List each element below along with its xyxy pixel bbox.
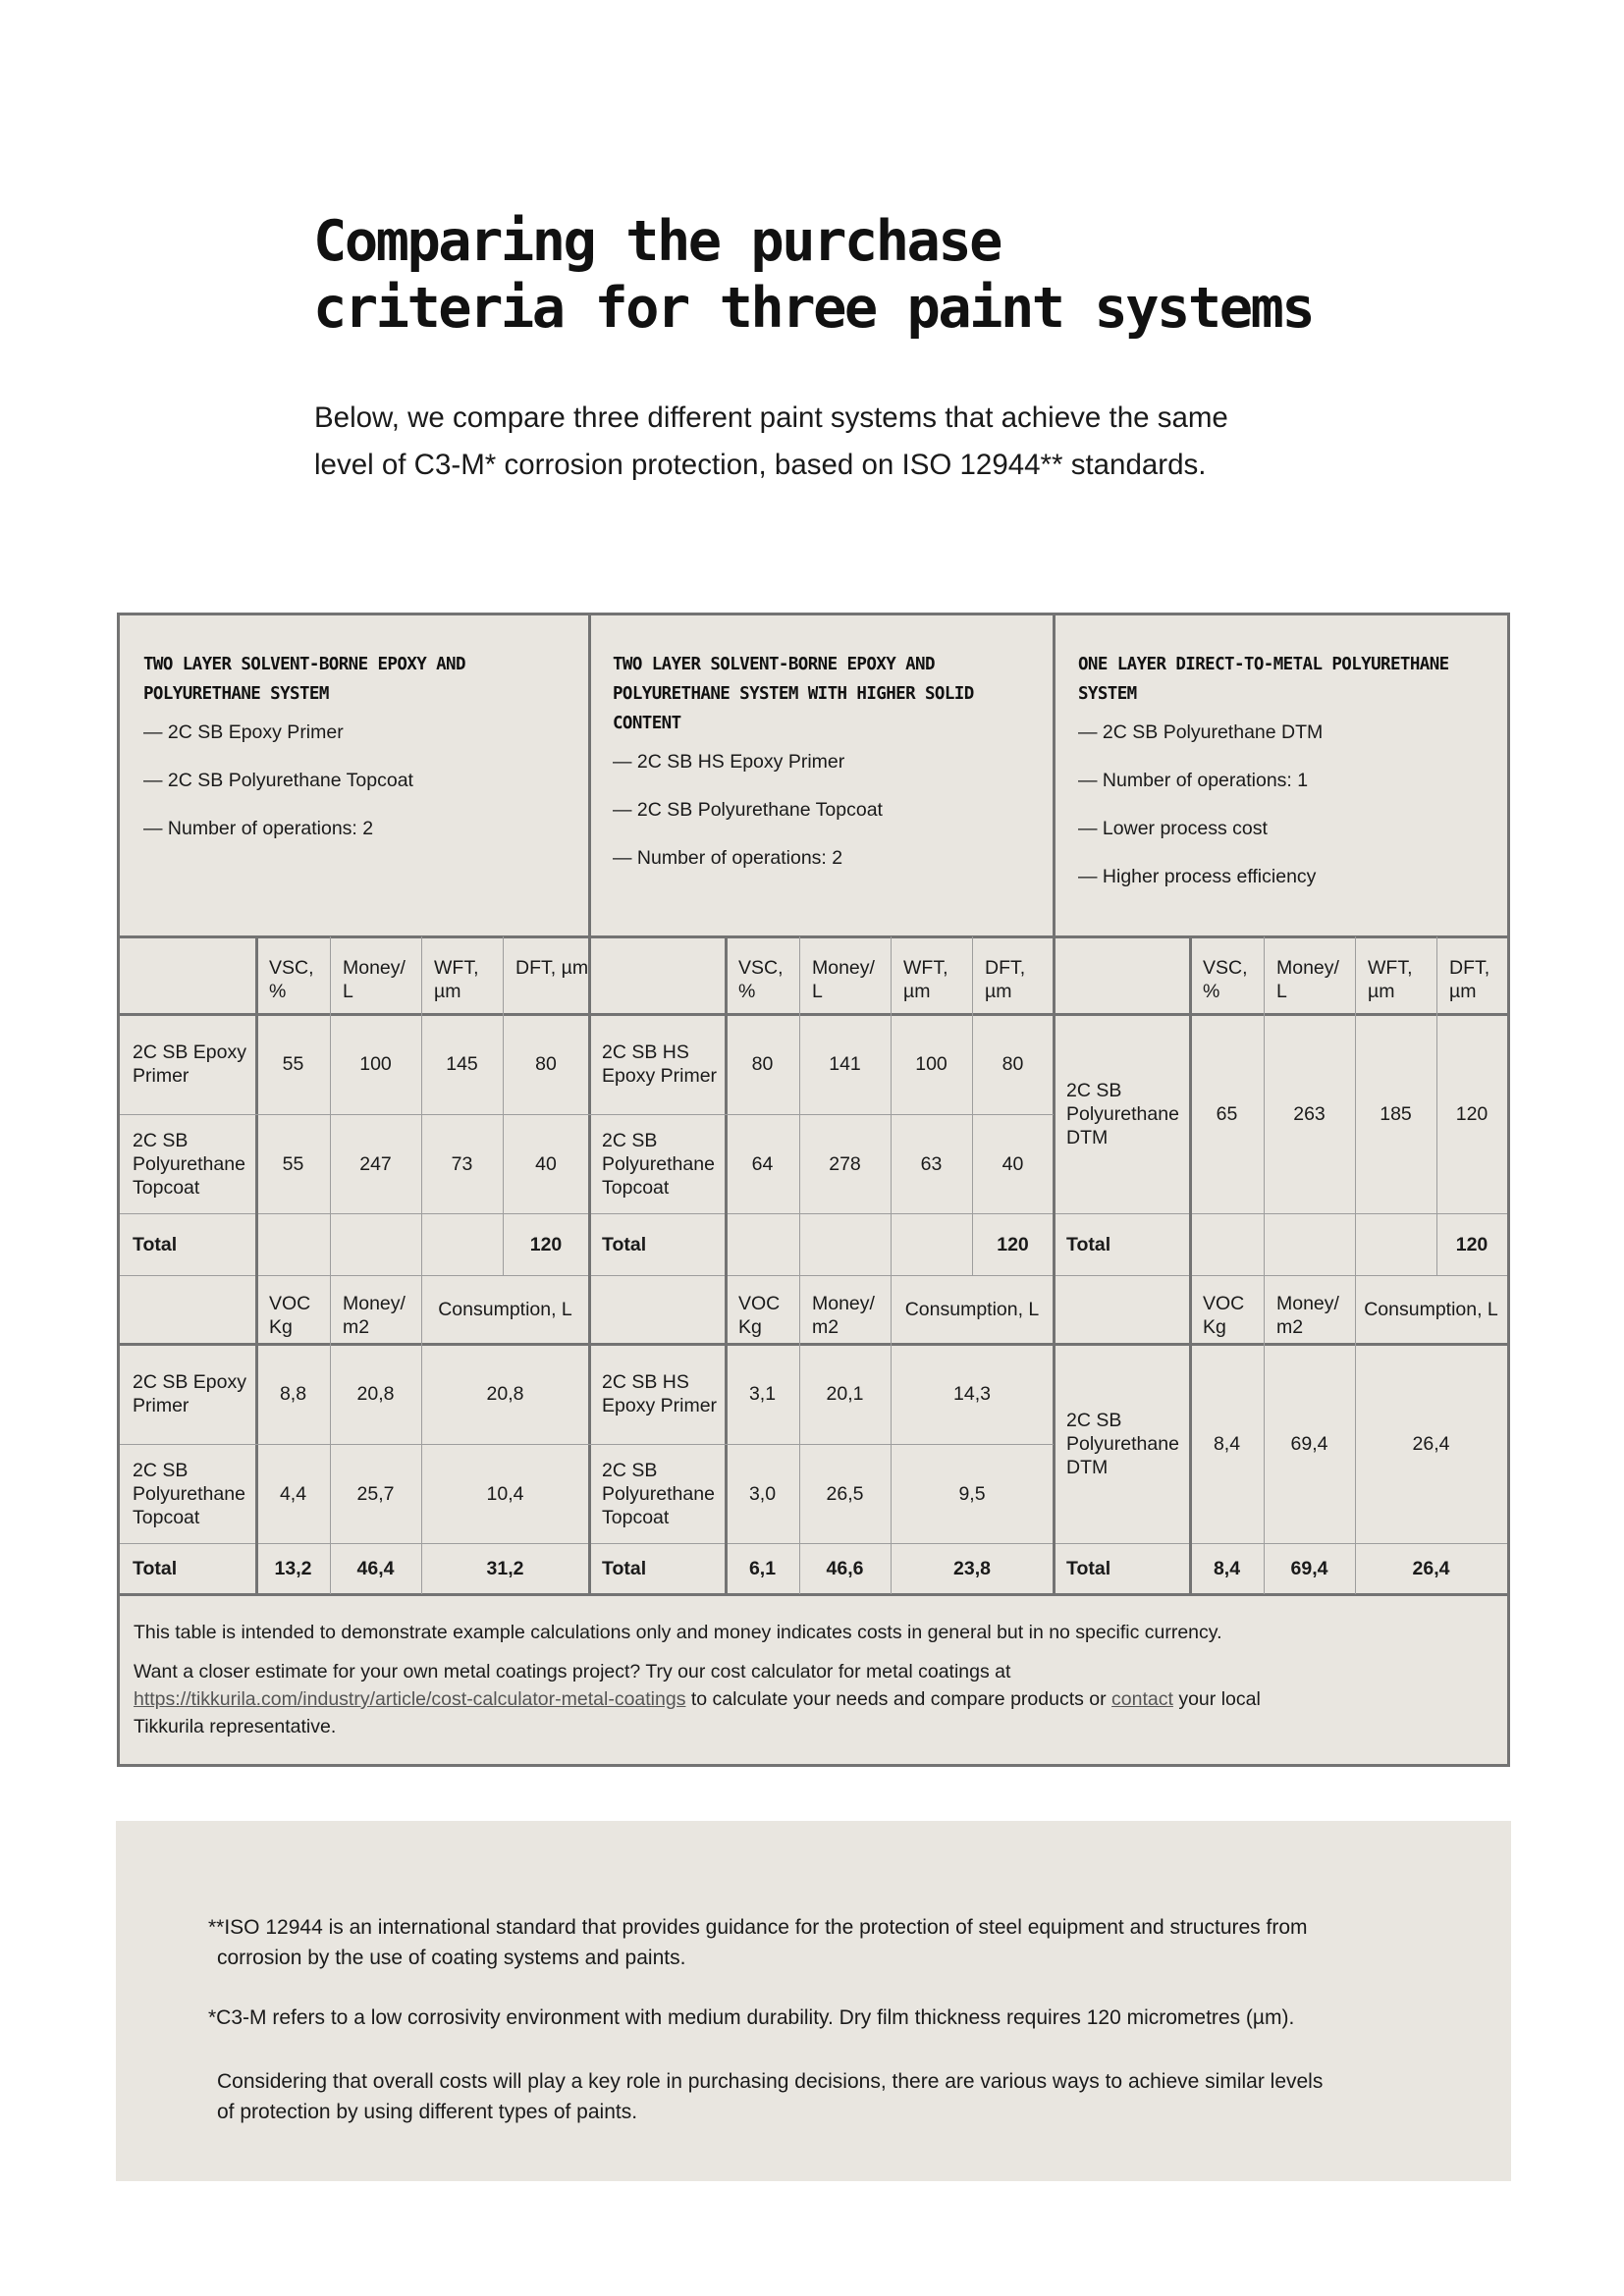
spec-value-money: 141 bbox=[829, 1053, 861, 1075]
table-note-calculator bbox=[134, 1658, 1493, 1740]
consumption-column-header: VOC Kg bbox=[1203, 1293, 1245, 1338]
system-1-bullets bbox=[143, 721, 575, 840]
system-2-bullet: — 2C SB HS Epoxy Primer bbox=[613, 751, 845, 773]
intro-line-2: level of C3-M* corrosion protection, based on ISO 12944** standards. bbox=[314, 449, 1207, 481]
spec-column-header: WFT, µm bbox=[903, 957, 948, 1002]
page-title-line-2: criteria for three paint systems bbox=[313, 276, 1314, 341]
c3m-footnote: *C3-M refers to a low corrosivity environment with medium durability. Dry film thickness requires 120 micrometres (µm). bbox=[208, 2006, 1295, 2029]
table-note-calculator-last-line: Tikkurila representative. bbox=[134, 1716, 337, 1737]
system-1-title: TWO LAYER SOLVENT-BORNE EPOXY AND POLYURETHANE SYSTEM bbox=[143, 655, 465, 704]
total-label: Total bbox=[602, 1233, 647, 1255]
table-rule-thin bbox=[120, 1114, 589, 1115]
spec-column-header: Money/ L bbox=[1276, 957, 1339, 1002]
system-1-bullet: — 2C SB Epoxy Primer bbox=[143, 721, 344, 743]
table-rule-thin bbox=[589, 1114, 1054, 1115]
consumption-value-consumption: 20,8 bbox=[486, 1383, 524, 1405]
total-value-voc: 13,2 bbox=[274, 1558, 312, 1579]
consumption-value-money: 25,7 bbox=[356, 1482, 395, 1505]
system-1-description bbox=[143, 650, 575, 865]
cost-calculator-link[interactable]: https://tikkurila.com/industry/article/cost-calculator-metal-coatings bbox=[134, 1688, 686, 1710]
consumption-value-consumption: 26,4 bbox=[1412, 1432, 1450, 1455]
system-3-bullet: — Lower process cost bbox=[1078, 818, 1268, 839]
system-2-description bbox=[613, 650, 1045, 894]
consumption-column-header: Money/ m2 bbox=[1276, 1293, 1339, 1338]
system-2-bullets bbox=[613, 750, 1045, 870]
system-3-description bbox=[1078, 650, 1490, 913]
total-label: Total bbox=[1066, 1233, 1111, 1255]
table-note bbox=[120, 1597, 1507, 1774]
system-3-bullets bbox=[1078, 721, 1490, 888]
consumption-value-voc: 8,4 bbox=[1213, 1432, 1241, 1455]
spec-value-money: 100 bbox=[359, 1053, 392, 1075]
consumption-value-consumption: 9,5 bbox=[958, 1482, 986, 1505]
total-value-voc: 6,1 bbox=[748, 1558, 777, 1579]
consumption-value-voc: 8,8 bbox=[279, 1383, 307, 1405]
spec-column-header: DFT, µm bbox=[515, 957, 589, 979]
consumption-column-header: VOC Kg bbox=[738, 1293, 781, 1338]
spec-value-vsc: 80 bbox=[751, 1053, 774, 1075]
product-name: 2C SB Polyurethane Topcoat bbox=[133, 1129, 245, 1199]
consumption-value-consumption: 10,4 bbox=[486, 1482, 524, 1505]
total-dft-value: 120 bbox=[529, 1233, 563, 1255]
contact-link[interactable]: contact bbox=[1111, 1688, 1173, 1710]
total-value-money: 69,4 bbox=[1290, 1558, 1328, 1579]
system-1-bullet: — 2C SB Polyurethane Topcoat bbox=[143, 770, 413, 791]
system-2-title: TWO LAYER SOLVENT-BORNE EPOXY AND POLYURETHANE SYSTEM WITH HIGHER SOLID CONTENT bbox=[613, 655, 974, 733]
iso-footnote bbox=[208, 1912, 1416, 1973]
total-value-money: 46,4 bbox=[356, 1558, 395, 1579]
system-2-bullet: — Number of operations: 2 bbox=[613, 847, 843, 869]
spec-value-wft: 145 bbox=[446, 1053, 478, 1075]
consumption-column-header: VOC Kg bbox=[269, 1293, 311, 1338]
comparison-table bbox=[117, 613, 1510, 1767]
spec-column-header: Money/ L bbox=[812, 957, 875, 1002]
spec-value-wft: 100 bbox=[915, 1053, 947, 1075]
table-note-calculator-end: your local bbox=[1172, 1688, 1261, 1710]
spec-value-vsc: 65 bbox=[1216, 1102, 1238, 1125]
table-rule-thin bbox=[120, 1213, 1507, 1214]
spec-value-money: 278 bbox=[829, 1152, 861, 1175]
spec-value-dft: 120 bbox=[1455, 1102, 1489, 1125]
consumption-column-header: Money/ m2 bbox=[343, 1293, 406, 1338]
page-title-line-1: Comparing the purchase bbox=[313, 209, 1001, 274]
consumption-value-voc: 4,4 bbox=[279, 1482, 307, 1505]
table-note-calculator-middle: to calculate your needs and compare products or bbox=[685, 1688, 1112, 1710]
system-2-bullet: — 2C SB Polyurethane Topcoat bbox=[613, 799, 883, 821]
spec-column-header: WFT, µm bbox=[1368, 957, 1413, 1002]
system-3-bullet: — Number of operations: 1 bbox=[1078, 770, 1309, 791]
consumption-value-consumption: 14,3 bbox=[953, 1383, 991, 1405]
intro-paragraph bbox=[314, 395, 1296, 489]
spec-value-money: 263 bbox=[1293, 1102, 1326, 1125]
spec-value-vsc: 64 bbox=[751, 1152, 774, 1175]
total-value-consumption: 31,2 bbox=[486, 1558, 524, 1579]
total-dft-value: 120 bbox=[1455, 1233, 1489, 1255]
product-name: 2C SB Epoxy Primer bbox=[133, 1371, 246, 1416]
product-name: 2C SB HS Epoxy Primer bbox=[602, 1371, 718, 1416]
spec-column-header: DFT, µm bbox=[985, 957, 1026, 1002]
spec-column-header: DFT, µm bbox=[1449, 957, 1490, 1002]
spec-value-wft: 185 bbox=[1380, 1102, 1412, 1125]
spec-value-vsc: 55 bbox=[282, 1152, 304, 1175]
spec-value-dft: 80 bbox=[535, 1053, 557, 1075]
total-label: Total bbox=[602, 1558, 647, 1579]
intro-line-1: Below, we compare three different paint systems that achieve the same bbox=[314, 401, 1228, 434]
total-label: Total bbox=[133, 1558, 178, 1579]
table-rule-thin bbox=[589, 1444, 1054, 1445]
spec-value-dft: 80 bbox=[1001, 1053, 1024, 1075]
product-name: 2C SB Polyurethane Topcoat bbox=[133, 1459, 245, 1528]
product-name: 2C SB Polyurethane Topcoat bbox=[602, 1129, 715, 1199]
product-name: 2C SB HS Epoxy Primer bbox=[602, 1041, 718, 1087]
iso-footnote-line-2: corrosion by the use of coating systems and paints. bbox=[217, 1947, 686, 1969]
consumption-value-voc: 3,0 bbox=[748, 1482, 777, 1505]
spec-column-header: Money/ L bbox=[343, 957, 406, 1002]
total-label: Total bbox=[133, 1233, 178, 1255]
consumption-value-money: 20,1 bbox=[826, 1383, 864, 1405]
spec-value-vsc: 55 bbox=[282, 1053, 304, 1075]
spec-column-header: WFT, µm bbox=[434, 957, 479, 1002]
spec-value-wft: 73 bbox=[451, 1152, 473, 1175]
total-value-money: 46,6 bbox=[826, 1558, 864, 1579]
consumption-value-money: 69,4 bbox=[1290, 1432, 1328, 1455]
product-name: 2C SB Polyurethane DTM bbox=[1066, 1079, 1179, 1148]
consumption-value-money: 20,8 bbox=[356, 1383, 395, 1405]
product-name: 2C SB Epoxy Primer bbox=[133, 1041, 246, 1087]
system-3-bullet: — 2C SB Polyurethane DTM bbox=[1078, 721, 1324, 743]
system-3-bullet: — Higher process efficiency bbox=[1078, 866, 1317, 887]
total-value-consumption: 26,4 bbox=[1412, 1558, 1450, 1579]
spec-column-header: VSC, % bbox=[269, 957, 314, 1002]
consumption-column-header: Consumption, L bbox=[438, 1299, 572, 1320]
table-note-disclaimer: This table is intended to demonstrate example calculations only and money indicates costs in general but in no specific currency. bbox=[134, 1622, 1222, 1643]
consumption-value-voc: 3,1 bbox=[748, 1383, 777, 1405]
consumption-column-header: Money/ m2 bbox=[812, 1293, 875, 1338]
spec-value-dft: 40 bbox=[535, 1152, 557, 1175]
total-value-consumption: 23,8 bbox=[953, 1558, 991, 1579]
spec-value-wft: 63 bbox=[920, 1152, 943, 1175]
table-note-calculator-intro: Want a closer estimate for your own metal coatings project? Try our cost calculator for metal coatings at bbox=[134, 1661, 1011, 1682]
costs-note-line-2: of protection by using different types of paints. bbox=[217, 2101, 638, 2123]
spec-value-money: 247 bbox=[359, 1152, 392, 1175]
page-title bbox=[313, 208, 1393, 342]
costs-note bbox=[208, 2066, 1425, 2127]
product-name: 2C SB Polyurethane DTM bbox=[1066, 1409, 1179, 1478]
total-label: Total bbox=[1066, 1558, 1111, 1579]
spec-column-header: VSC, % bbox=[1203, 957, 1248, 1002]
total-dft-value: 120 bbox=[997, 1233, 1029, 1255]
spec-value-dft: 40 bbox=[1001, 1152, 1024, 1175]
costs-note-line-1: Considering that overall costs will play a key role in purchasing decisions, there are various ways to achieve similar levels bbox=[217, 2070, 1324, 2093]
table-rule-thin bbox=[120, 1444, 589, 1445]
product-name: 2C SB Polyurethane Topcoat bbox=[602, 1459, 715, 1528]
spec-column-header: VSC, % bbox=[738, 957, 784, 1002]
iso-footnote-line-1: **ISO 12944 is an international standard that provides guidance for the protection of steel equipment and structures from bbox=[208, 1916, 1308, 1939]
consumption-value-money: 26,5 bbox=[826, 1482, 864, 1505]
consumption-column-header: Consumption, L bbox=[1364, 1299, 1498, 1320]
system-3-title: ONE LAYER DIRECT-TO-METAL POLYURETHANE SYSTEM bbox=[1078, 655, 1449, 704]
footnote-box bbox=[116, 1821, 1511, 2181]
total-value-voc: 8,4 bbox=[1213, 1558, 1241, 1579]
consumption-column-header: Consumption, L bbox=[904, 1299, 1040, 1320]
system-1-bullet: — Number of operations: 2 bbox=[143, 818, 374, 839]
